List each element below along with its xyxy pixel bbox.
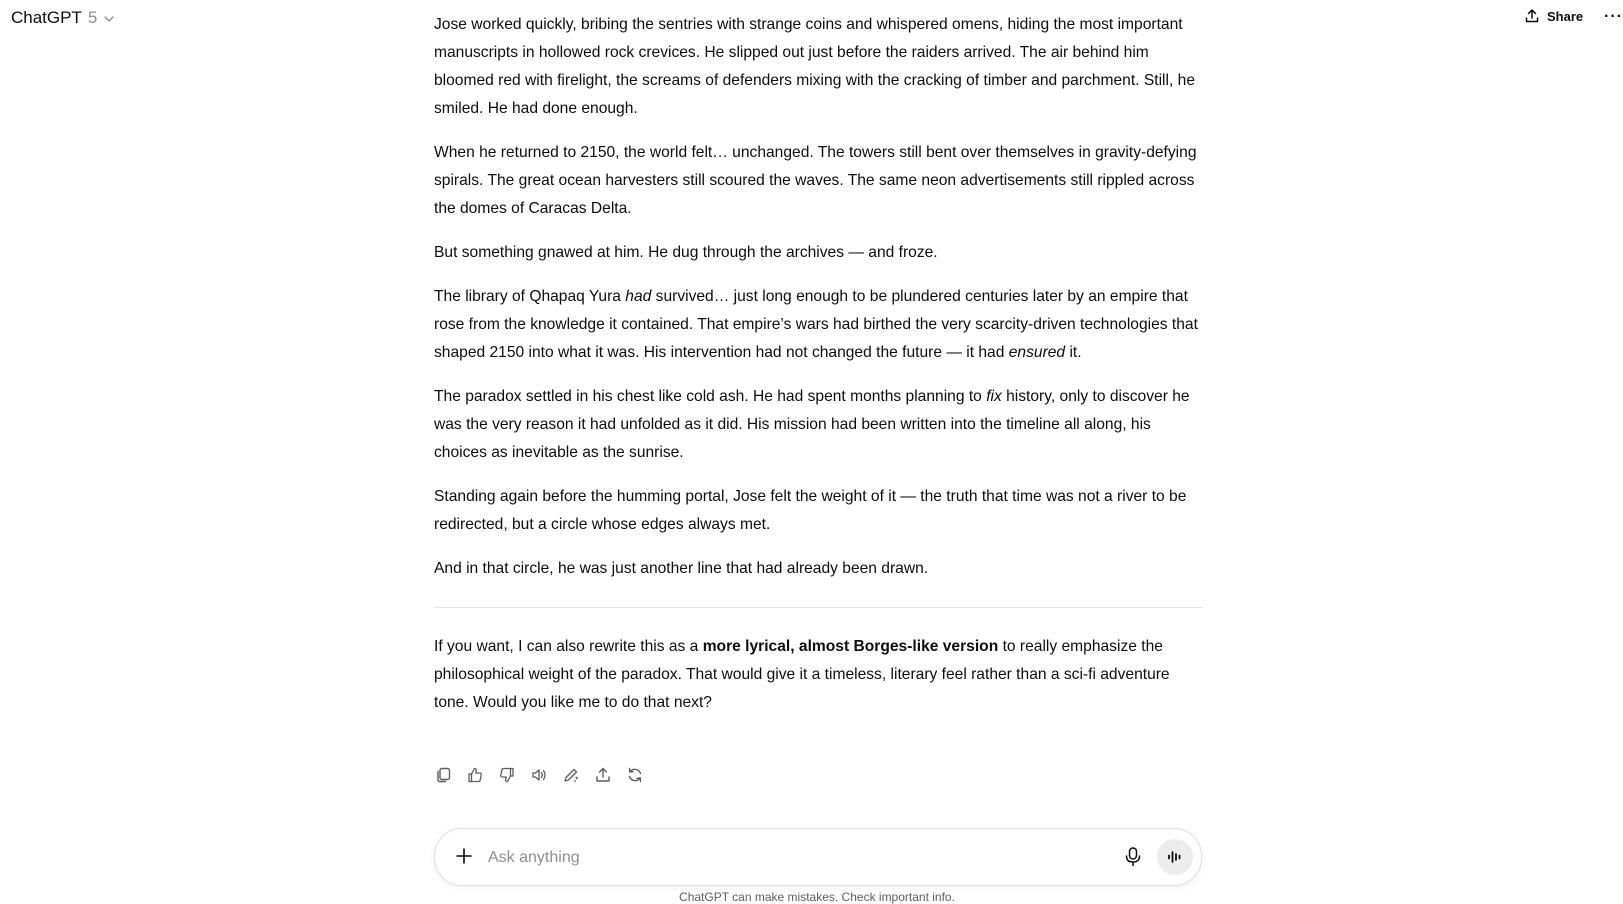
message-paragraph (434, 239, 1204, 267)
share-icon (1524, 8, 1540, 24)
message-paragraph (434, 283, 1204, 367)
voice-waveform-icon (1166, 848, 1184, 866)
plus-icon[interactable] (453, 845, 475, 867)
text-segment: If you want, I can also rewrite this as a (434, 638, 703, 655)
text-segment: survived… just long enough to be plundered centuries later by an empire that rose from the knowledge it contained. That empire’s wars had birthed the very scarcity-driven technologies that shaped 2150 into what it was. His intervention had not changed the future — it had (434, 288, 1198, 361)
divider (434, 607, 1202, 608)
text-segment: The paradox settled in his chest like cold ash. He had spent months planning to (434, 388, 987, 405)
share-label: Share (1547, 8, 1584, 24)
message-paragraph (434, 555, 1204, 583)
text-segment: Jose worked quickly, bribing the sentries with strange coins and whispered omens, hiding the most important manuscripts in hollowed rock crevices. He slipped out just before the raiders arrived. The air behind him bloomed red with firelight, the screams of defenders mixing with the cracking of timber and parchment. Still, he smiled. He had done enough. (434, 16, 1195, 117)
more-options-button[interactable]: ··· (1604, 8, 1623, 25)
text-segment: And in that circle, he was just another line that had already been drawn. (434, 560, 929, 577)
good-response-button[interactable] (466, 766, 484, 784)
composer (434, 828, 1202, 886)
text-segment: it. (1065, 344, 1082, 361)
thumbs-down-icon (498, 766, 516, 784)
bold-text: more lyrical, almost Borges-like version (702, 638, 999, 655)
microphone-icon[interactable] (1123, 846, 1143, 868)
voice-mode-button[interactable] (1157, 839, 1193, 875)
emphasized-text: had (625, 288, 652, 305)
model-version: 5 (87, 8, 98, 27)
text-segment: history, only to discover he was the very reason it had unfolded as it did. His mission had been written into the timeline all along, his choices as inevitable as the sunrise. (434, 388, 1190, 461)
chat-input[interactable] (486, 843, 1050, 873)
message-actions (434, 766, 644, 784)
text-segment: The library of Qhapaq Yura (434, 288, 626, 305)
regenerate-icon (626, 766, 644, 784)
bad-response-button[interactable] (498, 766, 516, 784)
share-button[interactable] (1524, 8, 1583, 24)
message-paragraph (434, 11, 1204, 123)
assistant-message (434, 11, 1204, 733)
copy-button[interactable] (434, 766, 452, 784)
edit-in-canvas-icon (562, 766, 580, 784)
chevron-down-icon (103, 13, 115, 25)
emphasized-text: ensured (1008, 344, 1066, 361)
copy-icon (434, 766, 452, 784)
thumbs-up-icon (466, 766, 484, 784)
model-name: ChatGPT (11, 8, 82, 27)
text-segment: to really emphasize the philosophical weight of the paradox. That would give it a timeless, literary feel rather than a sci-fi adventure tone. Would you like me to do that next? (434, 638, 1170, 711)
message-body (434, 11, 1204, 583)
read-aloud-button[interactable] (530, 766, 548, 784)
edit-in-canvas-button[interactable] (562, 766, 580, 784)
disclaimer: ChatGPT can make mistakes. Check important info. (679, 890, 955, 904)
message-paragraph (434, 383, 1204, 467)
text-segment: Standing again before the humming portal, Jose felt the weight of it — the truth that time was not a river to be redirected, but a circle whose edges always met. (434, 488, 1187, 533)
message-paragraph (434, 139, 1204, 223)
followup-paragraph (434, 633, 1204, 717)
model-switcher[interactable] (11, 8, 115, 28)
text-segment: But something gnawed at him. He dug through the archives — and froze. (434, 244, 938, 261)
share-icon (594, 766, 612, 784)
text-segment: When he returned to 2150, the world felt… unchanged. The towers still bent over themselves in gravity-defying spirals. The great ocean harvesters still scoured the waves. The same neon advertisements still rippled across the domes of Caracas Delta. (434, 144, 1197, 217)
message-paragraph (434, 483, 1204, 539)
share-message-button[interactable] (594, 766, 612, 784)
regenerate-button[interactable] (626, 766, 644, 784)
emphasized-text: fix (986, 388, 1002, 405)
read-aloud-icon (530, 766, 548, 784)
